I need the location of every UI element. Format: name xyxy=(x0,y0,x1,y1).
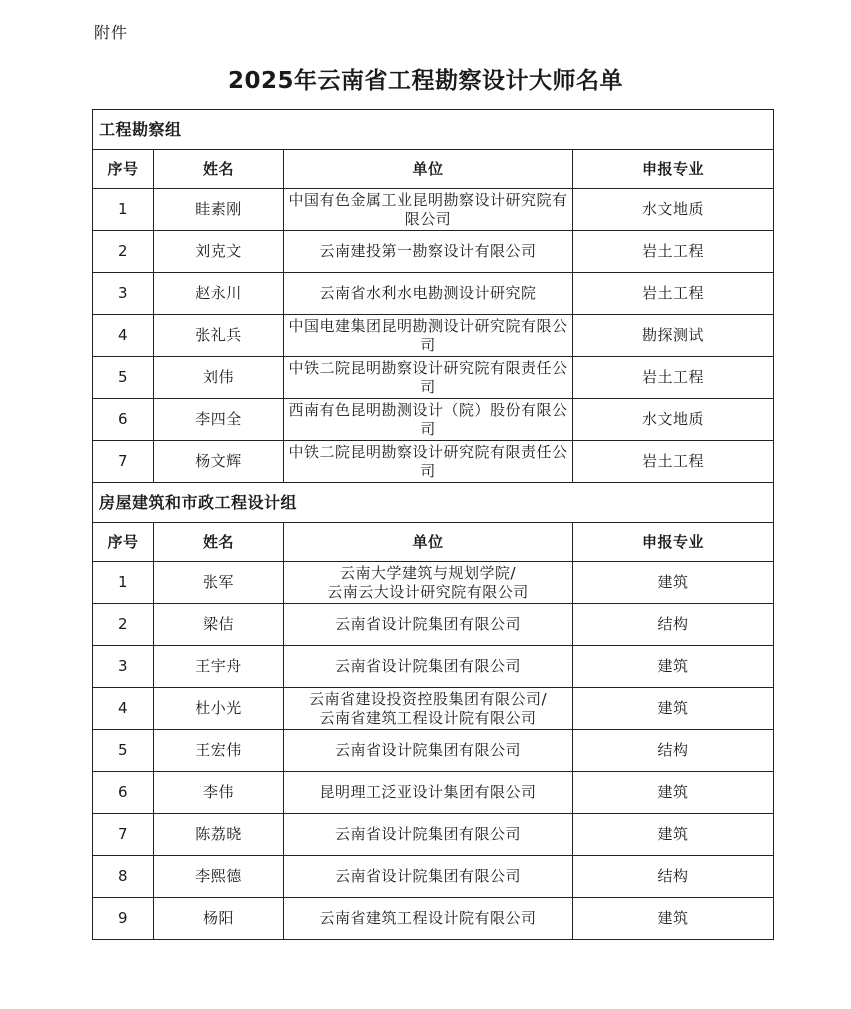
table-row xyxy=(93,189,774,231)
employer-unit: 云南省设计院集团有限公司 xyxy=(284,856,573,898)
specialty: 结构 xyxy=(573,856,774,898)
table-row xyxy=(93,772,774,814)
table-row xyxy=(93,604,774,646)
column-header-row xyxy=(93,523,774,562)
row-index: 5 xyxy=(93,357,154,399)
person-name: 王宏伟 xyxy=(154,730,284,772)
row-index: 2 xyxy=(93,231,154,273)
column-header-row xyxy=(93,150,774,189)
table-row xyxy=(93,562,774,604)
column-header-unit: 单位 xyxy=(284,523,573,562)
specialty: 勘探测试 xyxy=(573,315,774,357)
person-name: 眭素刚 xyxy=(154,189,284,231)
person-name: 杨文辉 xyxy=(154,441,284,483)
specialty: 建筑 xyxy=(573,772,774,814)
person-name: 张礼兵 xyxy=(154,315,284,357)
specialty: 结构 xyxy=(573,604,774,646)
table-row xyxy=(93,357,774,399)
person-name: 王宇舟 xyxy=(154,646,284,688)
specialty: 建筑 xyxy=(573,898,774,940)
row-index: 4 xyxy=(93,315,154,357)
row-index: 1 xyxy=(93,562,154,604)
table-row xyxy=(93,688,774,730)
table-row xyxy=(93,399,774,441)
specialty: 水文地质 xyxy=(573,399,774,441)
specialty: 建筑 xyxy=(573,688,774,730)
row-index: 7 xyxy=(93,814,154,856)
employer-unit: 西南有色昆明勘测设计（院）股份有限公司 xyxy=(284,399,573,441)
employer-unit: 云南省设计院集团有限公司 xyxy=(284,646,573,688)
employer-unit: 中铁二院昆明勘察设计研究院有限责任公司 xyxy=(284,357,573,399)
person-name: 陈荔晓 xyxy=(154,814,284,856)
employer-unit: 中国电建集团昆明勘测设计研究院有限公司 xyxy=(284,315,573,357)
attachment-label: 附件 xyxy=(94,23,129,42)
roster-body xyxy=(93,110,774,940)
column-header-index: 序号 xyxy=(93,523,154,562)
person-name: 李四全 xyxy=(154,399,284,441)
column-header-index: 序号 xyxy=(93,150,154,189)
column-header-name: 姓名 xyxy=(154,523,284,562)
employer-unit: 云南省设计院集团有限公司 xyxy=(284,604,573,646)
person-name: 张军 xyxy=(154,562,284,604)
employer-unit: 云南省建设投资控股集团有限公司/ 云南省建筑工程设计院有限公司 xyxy=(284,688,573,730)
employer-unit: 云南省设计院集团有限公司 xyxy=(284,814,573,856)
table-row xyxy=(93,441,774,483)
row-index: 2 xyxy=(93,604,154,646)
specialty: 水文地质 xyxy=(573,189,774,231)
row-index: 7 xyxy=(93,441,154,483)
group-header-row xyxy=(93,110,774,150)
table-row xyxy=(93,231,774,273)
person-name: 李伟 xyxy=(154,772,284,814)
column-header-name: 姓名 xyxy=(154,150,284,189)
person-name: 李熙德 xyxy=(154,856,284,898)
column-header-specialty: 申报专业 xyxy=(573,523,774,562)
person-name: 刘伟 xyxy=(154,357,284,399)
group-header-row xyxy=(93,483,774,523)
row-index: 1 xyxy=(93,189,154,231)
roster-table xyxy=(92,109,774,940)
table-row xyxy=(93,646,774,688)
employer-unit: 云南省设计院集团有限公司 xyxy=(284,730,573,772)
group-title: 工程勘察组 xyxy=(93,110,774,150)
person-name: 梁佶 xyxy=(154,604,284,646)
employer-unit: 中国有色金属工业昆明勘察设计研究院有限公司 xyxy=(284,189,573,231)
employer-unit: 云南省建筑工程设计院有限公司 xyxy=(284,898,573,940)
row-index: 9 xyxy=(93,898,154,940)
person-name: 刘克文 xyxy=(154,231,284,273)
row-index: 6 xyxy=(93,772,154,814)
row-index: 5 xyxy=(93,730,154,772)
column-header-unit: 单位 xyxy=(284,150,573,189)
column-header-specialty: 申报专业 xyxy=(573,150,774,189)
person-name: 赵永川 xyxy=(154,273,284,315)
row-index: 8 xyxy=(93,856,154,898)
table-row xyxy=(93,273,774,315)
employer-unit: 云南省水利水电勘测设计研究院 xyxy=(284,273,573,315)
table-row xyxy=(93,814,774,856)
row-index: 3 xyxy=(93,646,154,688)
group-title: 房屋建筑和市政工程设计组 xyxy=(93,483,774,523)
table-row xyxy=(93,856,774,898)
specialty: 岩土工程 xyxy=(573,231,774,273)
specialty: 建筑 xyxy=(573,646,774,688)
table-row xyxy=(93,730,774,772)
table-row xyxy=(93,898,774,940)
specialty: 岩土工程 xyxy=(573,357,774,399)
row-index: 6 xyxy=(93,399,154,441)
employer-unit: 中铁二院昆明勘察设计研究院有限责任公司 xyxy=(284,441,573,483)
employer-unit: 云南建投第一勘察设计有限公司 xyxy=(284,231,573,273)
table-row xyxy=(93,315,774,357)
row-index: 4 xyxy=(93,688,154,730)
specialty: 建筑 xyxy=(573,562,774,604)
specialty: 建筑 xyxy=(573,814,774,856)
person-name: 杨阳 xyxy=(154,898,284,940)
document-title: 2025年云南省工程勘察设计大师名单 xyxy=(227,68,623,94)
specialty: 岩土工程 xyxy=(573,273,774,315)
specialty: 结构 xyxy=(573,730,774,772)
employer-unit: 昆明理工泛亚设计集团有限公司 xyxy=(284,772,573,814)
person-name: 杜小光 xyxy=(154,688,284,730)
row-index: 3 xyxy=(93,273,154,315)
employer-unit: 云南大学建筑与规划学院/ 云南云大设计研究院有限公司 xyxy=(284,562,573,604)
specialty: 岩土工程 xyxy=(573,441,774,483)
